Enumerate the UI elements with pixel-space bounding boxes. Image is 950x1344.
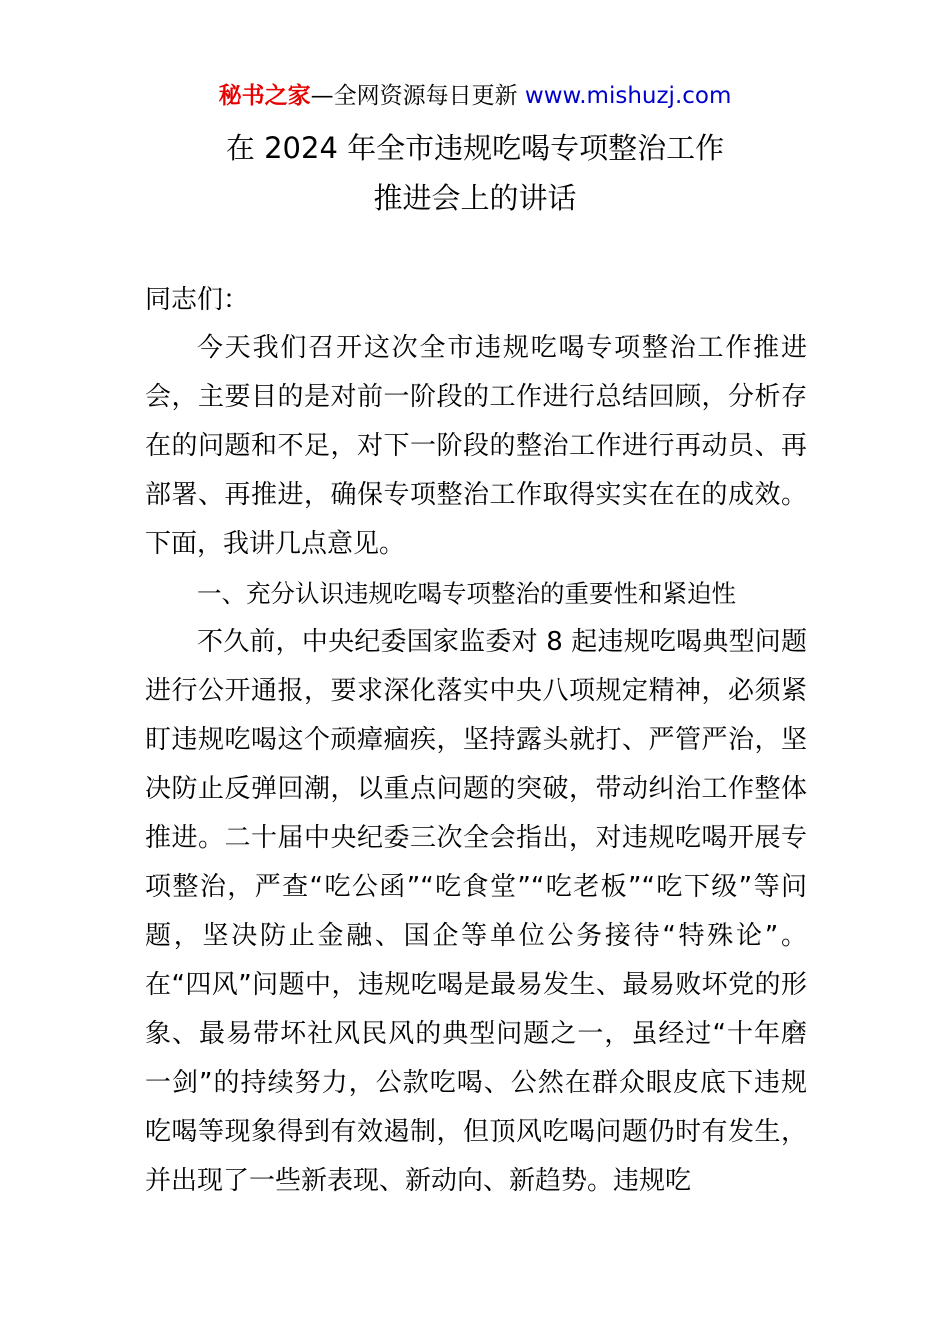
salutation: 同志们： xyxy=(145,285,250,315)
header-tagline: —全网资源每日更新 xyxy=(310,83,518,109)
brand-name: 秘书之家 xyxy=(218,83,311,109)
document-title-line2: 推进会上的讲话 xyxy=(373,181,577,215)
document-body xyxy=(145,324,807,1206)
paragraph-intro: 今天我们召开这次全市违规吃喝专项整治工作推进会，主要目的是对前一阶段的工作进行总结回顾，分析存在的问题和不足，对下一阶段的整治工作进行再动员、再部署、再推进，确保专项整治工作取得实实在在的成效。下面，我讲几点意见。 xyxy=(145,333,807,559)
site-header xyxy=(0,80,950,112)
site-url[interactable]: www.mishuzj.com xyxy=(524,83,732,109)
document-title-line1: 在 2024 年全市违规吃喝专项整治工作 xyxy=(225,131,725,165)
paragraph-section1: 不久前，中央纪委国家监委对 8 起违规吃喝典型问题进行公开通报，要求深化落实中央八项规定精神，必须紧盯违规吃喝这个顽瘴痼疾，坚持露头就打、严管严治，坚决防止反弹回潮，以重点问题的突破，带动纠治工作整体推进。二十届中央纪委三次全会指出，对违规吃喝开展专项整治，严查“吃公函”“吃食堂”“吃老板”“吃下级”等问题，坚决防止金融、国企等单位公务接待“特殊论”。在“四风”问题中，违规吃喝是最易发生、最易败坏党的形象、最易带坏社风民风的典型问题之一，虽经过“十年磨一剑”的持续努力，公款吃喝、公然在群众眼皮底下违规吃喝等现象得到有效遏制，但顶风吃喝问题仍时有发生，并出现了一些新表现、新动向、新趋势。违规吃 xyxy=(145,627,807,1196)
section-heading-1: 一、充分认识违规吃喝专项整治的重要性和紧迫性 xyxy=(197,579,736,608)
